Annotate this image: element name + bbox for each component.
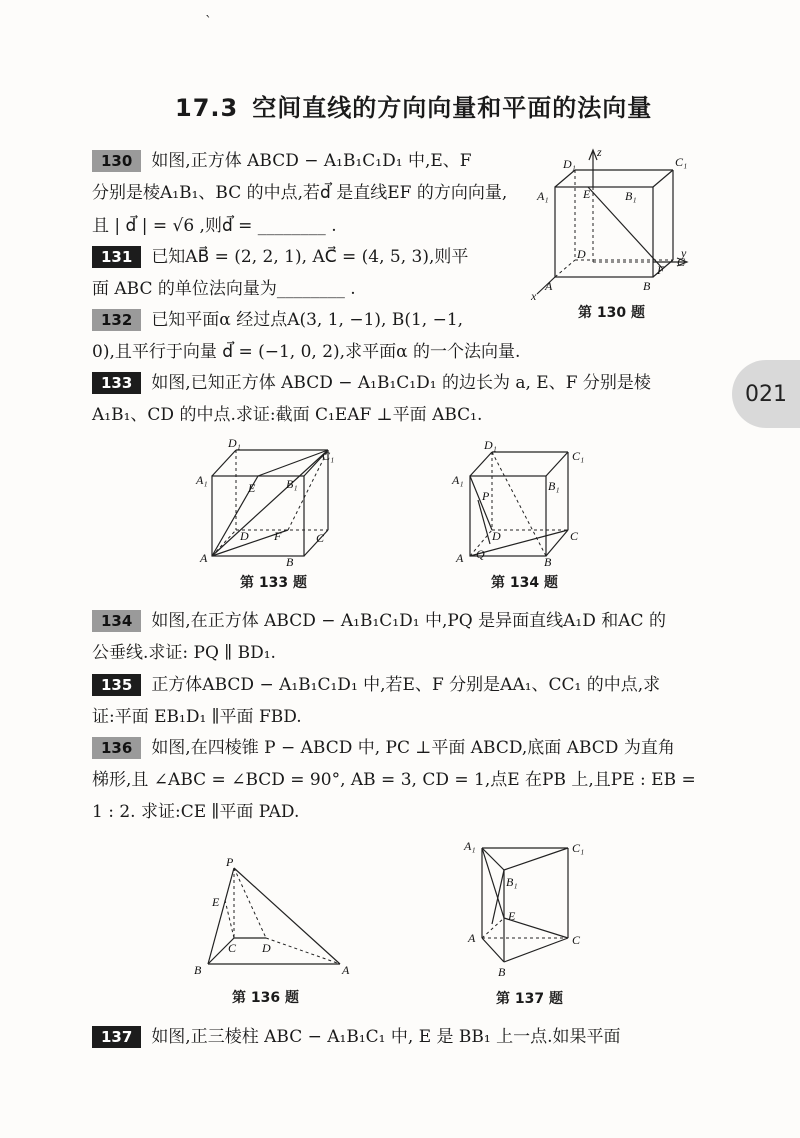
figure-130: [525, 142, 695, 302]
label-d1: D₁: [484, 438, 497, 452]
line-text: 分别是棱A₁B₁、BC 的中点,若d⃗ 是直线EF 的方向向量,: [92, 183, 508, 203]
line-text: 证:平面 EB₁D₁ ∥平面 FBD.: [92, 707, 302, 727]
label-c: C: [677, 255, 686, 269]
label-a: A: [468, 931, 476, 945]
caption-130: 第 130 题: [578, 305, 645, 321]
problem-136-line-2: [92, 769, 696, 791]
problem-136-line-1: [92, 737, 675, 759]
label-y: y: [681, 246, 687, 260]
label-c: C: [572, 933, 581, 947]
problem-131-line-1: [92, 246, 468, 268]
figure-133: [192, 438, 352, 568]
label-a1: A₁: [196, 473, 208, 487]
label-a: A: [456, 551, 464, 565]
label-c: C: [570, 529, 579, 543]
label-d: D: [240, 529, 249, 543]
label-b: B: [643, 279, 651, 293]
label-c: C: [316, 531, 325, 545]
caption-137: 第 137 题: [496, 991, 563, 1007]
problem-badge: 135: [92, 674, 141, 696]
ink-speck: ˋ: [205, 14, 212, 30]
problem-130-line-3: [92, 215, 337, 237]
label-p: P: [226, 855, 234, 869]
problem-133-line-1: [92, 372, 651, 394]
figure-134: [448, 438, 598, 568]
label-d: D: [577, 247, 586, 261]
line-text: 正方体ABCD − A₁B₁C₁D₁ 中,若E、F 分别是AA₁、CC₁ 的中点,求: [151, 675, 661, 695]
figure-136: [190, 852, 365, 984]
label-c: C: [228, 941, 237, 955]
label-a: A: [545, 279, 553, 293]
label-c1: C₁: [675, 155, 688, 169]
figure-137: [458, 834, 598, 984]
label-b1: B₁: [506, 875, 518, 889]
page-number-tab: 021: [732, 360, 800, 428]
label-b1: B₁: [286, 477, 298, 491]
problem-130-line-1: [92, 150, 472, 172]
problem-131-line-2: [92, 278, 356, 300]
problem-130-line-2: [92, 182, 507, 204]
label-a: A: [200, 551, 208, 565]
label-e: E: [508, 909, 516, 923]
label-a1: A₁: [464, 839, 476, 853]
problem-135-line-1: [92, 674, 660, 696]
label-d: D: [492, 529, 501, 543]
line-text: 已知AB⃗ = (2, 2, 1), AC⃗ = (4, 5, 3),则平: [151, 247, 469, 267]
line-text: 1 : 2. 求证:CE ∥平面 PAD.: [92, 802, 300, 822]
problem-badge: 137: [92, 1026, 141, 1048]
label-d1: D₁: [228, 438, 241, 450]
label-a1: A₁: [452, 473, 464, 487]
caption-134: 第 134 题: [491, 575, 558, 591]
line-text: 已知平面α 经过点A(3, 1, −1), B(1, −1,: [151, 310, 464, 330]
section-number: 17.3: [175, 94, 239, 122]
problem-badge: 132: [92, 309, 141, 331]
label-c1: C₁: [572, 449, 585, 463]
label-a1: A₁: [537, 189, 549, 203]
problem-134-line-2: [92, 642, 276, 664]
problem-132-line-1: [92, 309, 463, 331]
label-e: E: [212, 895, 220, 909]
label-b: B: [544, 555, 552, 568]
problem-badge: 133: [92, 372, 141, 394]
problem-badge: 134: [92, 610, 141, 632]
line-text: 且 | d⃗ | = √6 ,则d⃗ = ________ .: [92, 216, 337, 236]
label-b1: B₁: [548, 479, 560, 493]
label-d1: D₁: [563, 157, 576, 171]
label-q: Q: [476, 547, 485, 561]
label-f: F: [274, 529, 282, 543]
line-text: 面 ABC 的单位法向量为________ .: [92, 279, 356, 299]
line-text: 公垂线.求证: PQ ∥ BD₁.: [92, 643, 276, 663]
caption-133: 第 133 题: [240, 575, 307, 591]
label-b: B: [286, 555, 294, 568]
label-d: D: [262, 941, 271, 955]
label-b: B: [194, 963, 202, 977]
section-heading: 空间直线的方向向量和平面的法向量: [252, 94, 653, 122]
problem-134-line-1: [92, 610, 666, 632]
line-text: 0),且平行于向量 d⃗ = (−1, 0, 2),求平面α 的一个法向量.: [92, 342, 521, 362]
label-z: z: [597, 145, 602, 159]
label-c1: C₁: [322, 449, 335, 463]
section-title: [175, 88, 652, 123]
label-b: B: [498, 965, 506, 979]
label-x: x: [531, 289, 537, 302]
problem-badge: 130: [92, 150, 141, 172]
label-b1: B₁: [625, 189, 637, 203]
line-text: 如图,在正方体 ABCD − A₁B₁C₁D₁ 中,PQ 是异面直线A₁D 和AC 的: [151, 611, 666, 631]
line-text: A₁B₁、CD 的中点.求证:截面 C₁EAF ⊥平面 ABC₁.: [92, 405, 483, 425]
line-text: 如图,正方体 ABCD − A₁B₁C₁D₁ 中,E、F: [151, 151, 472, 171]
label-p: P: [482, 489, 490, 503]
label-c1: C₁: [572, 841, 585, 855]
problem-137-line-1: [92, 1026, 621, 1048]
line-text: 如图,在四棱锥 P − ABCD 中, PC ⊥平面 ABCD,底面 ABCD 为直角: [151, 738, 675, 758]
line-text: 梯形,且 ∠ABC = ∠BCD = 90°, AB = 3, CD = 1,点E 在PB 上,且PE : EB =: [92, 770, 696, 790]
problem-136-line-3: [92, 801, 299, 823]
problem-133-line-2: [92, 404, 482, 426]
label-f: F: [657, 263, 665, 277]
problem-135-line-2: [92, 706, 302, 728]
line-text: 如图,正三棱柱 ABC − A₁B₁C₁ 中, E 是 BB₁ 上一点.如果平面: [151, 1027, 621, 1047]
label-e: E: [583, 187, 591, 201]
problem-132-line-2: [92, 341, 520, 363]
label-a: A: [342, 963, 350, 977]
problem-badge: 131: [92, 246, 141, 268]
problem-badge: 136: [92, 737, 141, 759]
label-e: E: [248, 481, 256, 495]
line-text: 如图,已知正方体 ABCD − A₁B₁C₁D₁ 的边长为 a, E、F 分别是棱: [151, 373, 651, 393]
caption-136: 第 136 题: [232, 990, 299, 1006]
